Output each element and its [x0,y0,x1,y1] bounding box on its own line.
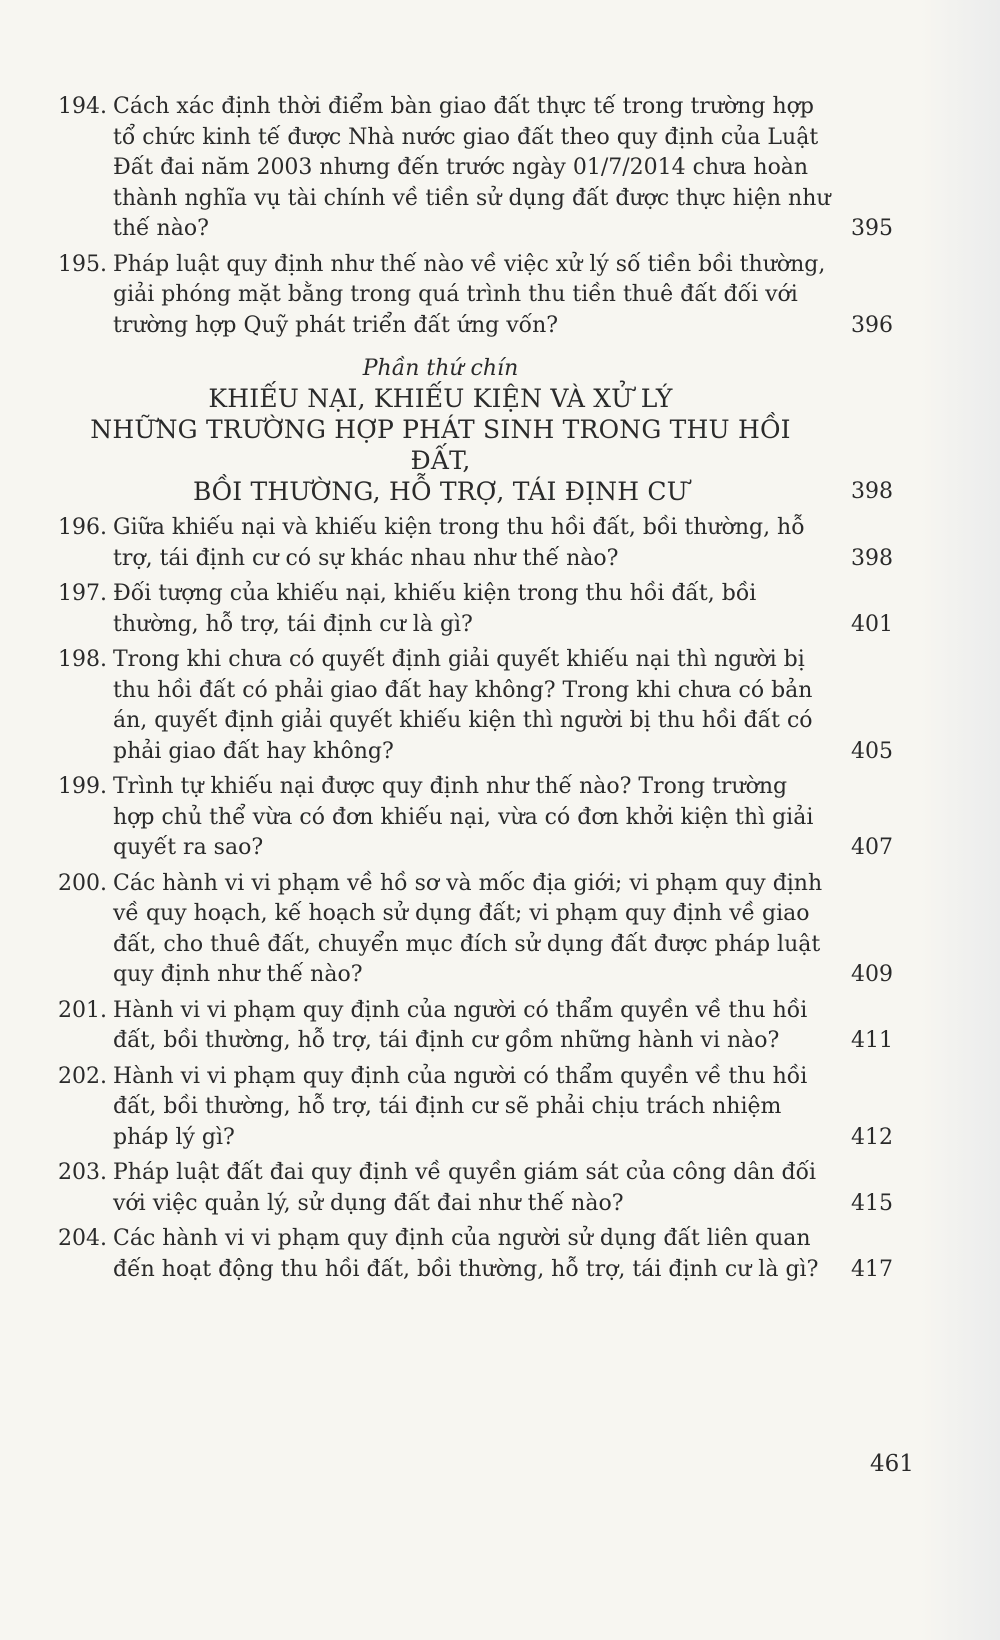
page-edge-shadow [920,0,1000,1640]
entry-number: 196. [58,515,107,540]
entry-number: 198. [58,647,107,672]
toc-entry-202 [58,1062,893,1154]
entry-text: Các hành vi vi phạm quy định của người sử dụng đất liên quan đến hoạt động thu hồi đất, bồi thường, hỗ trợ, tái định cư là gì? [113,1226,819,1282]
part-title: Phần thứ chín [362,356,519,381]
entry-number: 204. [58,1226,107,1251]
entry-page: 412 [851,1124,893,1150]
entry-number: 194. [58,94,107,119]
entry-text: Hành vi vi phạm quy định của người có thẩm quyền về thu hồi đất, bồi thường, hỗ trợ, tái định cư gồm những hành vi nào? [113,997,808,1053]
entry-page: 398 [851,545,893,571]
toc-entry-204 [58,1224,893,1285]
toc-entry-200 [58,869,893,991]
entry-text: Pháp luật đất đai quy định về quyền giám sát của công dân đối với việc quản lý, sử dụng đất đai như thế nào? [113,1160,817,1216]
section-page: 398 [851,479,893,504]
page-number: 461 [870,1451,914,1477]
section-title-line-3: BỒI THƯỜNG, HỖ TRỢ, TÁI ĐỊNH CƯ [193,477,688,506]
entry-page: 405 [851,738,893,764]
entry-number: 201. [58,997,107,1023]
section-heading [58,355,893,507]
entry-number: 195. [58,251,107,277]
toc-entry-201 [58,996,893,1057]
entry-number: 197. [58,581,107,606]
entry-number: 200. [58,870,107,896]
entry-page: 401 [851,611,893,637]
entry-page: 411 [851,1028,893,1053]
entry-text: Hành vi vi phạm quy định của người có thẩm quyền về thu hồi đất, bồi thường, hỗ trợ, tái định cư sẽ phải chịu trách nhiệm pháp lý gì? [113,1063,808,1150]
toc-entry-197 [58,579,893,640]
table-of-contents [58,92,893,1290]
section-title-line-2: NHỮNG TRƯỜNG HỢP PHÁT SINH TRONG THU HỒI ĐẤT, [90,415,791,475]
entry-page: 407 [851,835,893,860]
entry-page: 415 [851,1190,893,1216]
entry-text: Cách xác định thời điểm bàn giao đất thực tế trong trường hợp tổ chức kinh tế được Nhà nước giao đất theo quy định của Luật Đất đai năm 2003 nhưng đến trước ngày 01/7/2014 chưa hoàn thành nghĩa vụ tài chính về tiền sử dụng đất được thực hiện như thế nào? [113,94,831,241]
toc-entry-196 [58,513,893,574]
toc-entry-198 [58,645,893,767]
entry-page: 417 [851,1256,893,1282]
entry-text: Đối tượng của khiếu nại, khiếu kiện trong thu hồi đất, bồi thường, hỗ trợ, tái định cư là gì? [113,581,757,637]
entry-text: Pháp luật quy định như thế nào về việc xử lý số tiền bồi thường, giải phóng mặt bằng trong quá trình thu tiền thuê đất đối với trường hợp Quỹ phát triển đất ứng vốn? [113,251,826,338]
entry-text: Trình tự khiếu nại được quy định như thế nào? Trong trường hợp chủ thể vừa có đơn khiếu nại, vừa có đơn khởi kiện thì giải quyết ra sao? [113,774,814,860]
entry-text: Các hành vi vi phạm về hồ sơ và mốc địa giới; vi phạm quy định về quy hoạch, kế hoạch sử dụng đất; vi phạm quy định về giao đất, cho thuê đất, chuyển mục đích sử dụng đất được pháp luật quy định như thế nào? [113,870,823,987]
toc-entry-203 [58,1158,893,1219]
entry-text: Giữa khiếu nại và khiếu kiện trong thu hồi đất, bồi thường, hỗ trợ, tái định cư có sự khác nhau như thế nào? [113,515,805,571]
entry-page: 409 [851,962,893,987]
toc-entry-194 [58,92,893,245]
section-title-line-1: KHIẾU NẠI, KHIẾU KIỆN VÀ XỬ LÝ [208,384,673,413]
entry-number: 203. [58,1160,107,1185]
entry-number: 199. [58,774,107,799]
toc-entry-199 [58,772,893,864]
entry-page: 396 [851,312,893,338]
entry-page: 395 [851,216,893,241]
entry-number: 202. [58,1063,107,1089]
entry-text: Trong khi chưa có quyết định giải quyết khiếu nại thì người bị thu hồi đất có phải giao đất hay không? Trong khi chưa có bản án, quyết định giải quyết khiếu kiện thì người bị thu hồi đất có phải giao đất hay không? [113,647,813,764]
toc-entry-195 [58,250,893,342]
